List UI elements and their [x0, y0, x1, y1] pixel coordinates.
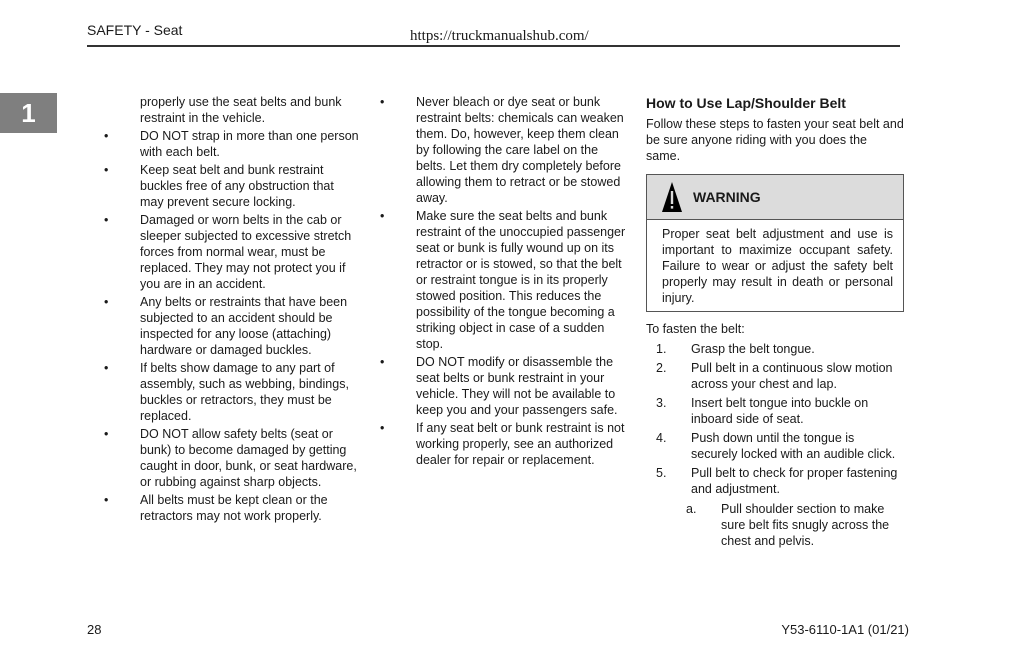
- bullet-icon: •: [104, 213, 109, 227]
- substep-item: [646, 501, 904, 549]
- substeps-list: [646, 501, 904, 549]
- bullet-icon: •: [380, 421, 385, 435]
- steps-intro: To fasten the belt:: [646, 322, 745, 336]
- step-item: [646, 430, 904, 462]
- continued-paragraph: properly use the seat belts and bunk restraint in the vehicle.: [140, 95, 342, 125]
- bullet-icon: •: [104, 493, 109, 507]
- list-item-text: Keep seat belt and bunk restraint buckles free of any obstruction that may prevent secure locking.: [140, 163, 334, 209]
- list-item: [100, 212, 360, 292]
- list-item: [376, 208, 631, 352]
- list-item: [100, 294, 360, 358]
- list-item-text: DO NOT allow safety belts (seat or bunk) to become damaged by getting caught in door, bunk, or seat hardware, or rubbing against sharp objects.: [140, 427, 357, 489]
- list-item: [100, 360, 360, 424]
- list-item-text: If any seat belt or bunk restraint is not working properly, see an authorized dealer for repair or replacement.: [416, 421, 625, 467]
- list-item: [100, 162, 360, 210]
- section-heading: How to Use Lap/Shoulder Belt: [646, 95, 846, 111]
- bullet-icon: •: [380, 209, 385, 223]
- column-3: [646, 94, 904, 549]
- step-text: Pull belt to check for proper fastening and adjustment.: [691, 466, 898, 496]
- step-number: 5.: [656, 466, 667, 480]
- bullet-icon: •: [380, 355, 385, 369]
- substep-letter: a.: [686, 502, 697, 516]
- warning-header: [647, 175, 903, 220]
- list-item-text: Damaged or worn belts in the cab or sleeper subjected to excessive stretch forces from normal wear, must be replaced. They may not protect you if you are in an accident.: [140, 213, 352, 291]
- bullet-icon: •: [104, 295, 109, 309]
- list-item: [100, 128, 360, 160]
- bullet-icon: •: [104, 163, 109, 177]
- document-id: Y53-6110-1A1 (01/21): [781, 622, 909, 637]
- page-number: 28: [87, 622, 102, 637]
- list-item-text: Never bleach or dye seat or bunk restraint belts: chemicals can weaken them. Do, however, keep them clean by following the care label on the belts. Let them dry completely before allowing them to retract or be stowed away.: [416, 95, 624, 205]
- bullet-icon: •: [104, 361, 109, 375]
- running-header-title: SAFETY - Seat: [87, 22, 183, 38]
- list-item-text: All belts must be kept clean or the retractors may not work properly.: [140, 493, 328, 523]
- step-number: 3.: [656, 396, 667, 410]
- step-text: Push down until the tongue is securely locked with an audible click.: [691, 431, 896, 461]
- substep-text: Pull shoulder section to make sure belt fits snugly across the chest and pelvis.: [721, 502, 890, 548]
- header-divider: [87, 45, 900, 47]
- source-url: https://truckmanualshub.com/: [410, 28, 589, 44]
- step-item: [646, 341, 904, 357]
- warning-triangle-icon: [661, 181, 683, 213]
- column-2: [376, 94, 631, 470]
- step-item: [646, 360, 904, 392]
- step-text: Insert belt tongue into buckle on inboard side of seat.: [691, 396, 869, 426]
- list-item-text: DO NOT modify or disassemble the seat belts or bunk restraint in your vehicle. They will not be available to keep you and your passengers safe.: [416, 355, 618, 417]
- warning-text: Proper seat belt adjustment and use is important to maximize occupant safety. Failure to wear or adjust the safety belt properly may result in death or personal injury.: [662, 227, 893, 305]
- steps-list: [646, 341, 904, 497]
- step-number: 2.: [656, 361, 667, 375]
- list-item: [376, 354, 631, 418]
- list-item-text: Any belts or restraints that have been subjected to an accident should be inspected for any loose (attaching) hardware or damaged buckles.: [140, 295, 348, 357]
- step-number: 1.: [656, 342, 667, 356]
- list-item-text: DO NOT strap in more than one person with each belt.: [140, 129, 359, 159]
- list-item-text: If belts show damage to any part of assembly, such as webbing, bindings, buckles or retractors, they must be replaced.: [140, 361, 349, 423]
- warning-box: [646, 174, 904, 312]
- intro-paragraph: Follow these steps to fasten your seat belt and be sure anyone riding with you does the same.: [646, 117, 904, 163]
- bullet-icon: •: [380, 95, 385, 109]
- column-1: [100, 94, 360, 526]
- list-item: [100, 492, 360, 524]
- step-text: Pull belt in a continuous slow motion across your chest and lap.: [691, 361, 893, 391]
- bullet-list-2: [376, 94, 631, 468]
- step-item: [646, 465, 904, 497]
- chapter-tab: 1: [0, 93, 57, 133]
- list-item: [376, 94, 631, 206]
- warning-label: WARNING: [693, 189, 761, 205]
- list-item-text: Make sure the seat belts and bunk restraint of the unoccupied passenger seat or bunk is fully wound up on its retractor or is stowed, so that the belt or restraint tongue is in its properly stowed position. This reduces the possibility of the tongue becoming a striking object in case of a sudden stop.: [416, 209, 626, 351]
- step-text: Grasp the belt tongue.: [691, 342, 815, 356]
- step-item: [646, 395, 904, 427]
- bullet-icon: •: [104, 129, 109, 143]
- bullet-icon: •: [104, 427, 109, 441]
- bullet-list-1: [100, 128, 360, 524]
- step-number: 4.: [656, 431, 667, 445]
- list-item: [100, 426, 360, 490]
- list-item: [376, 420, 631, 468]
